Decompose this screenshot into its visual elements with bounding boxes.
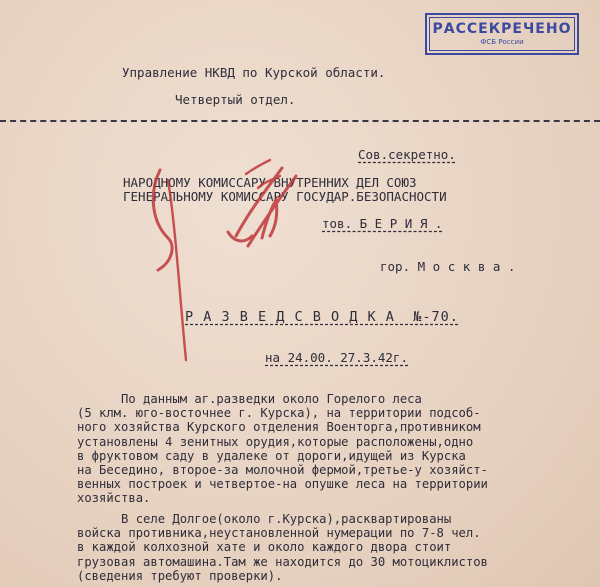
paragraph-1 <box>77 392 592 506</box>
addressee-name: тов. Б Е Р И Я . <box>322 216 443 231</box>
body-line: установлены 4 зенитных орудия,которые расположены,одно <box>77 434 474 449</box>
addressee-line-1: НАРОДНОМУ КОМИССАРУ ВНУТРЕННИХ ДЕЛ СОЮЗ <box>123 175 417 190</box>
declassified-stamp <box>425 13 579 55</box>
body-line: (5 клм. юго-восточнее г. Курска), на территории подсоб- <box>77 406 481 421</box>
section-header: Четвертый отдел. <box>175 92 296 107</box>
stamp-subtitle: ФСБ России <box>480 38 524 46</box>
body-line: в каждой колхозной хате и около каждого двора стоит <box>77 540 452 555</box>
body-line: в фруктовом саду в удалеке от дороги,идущей из Курска <box>77 448 466 463</box>
classification-mark: Сов.секретно. <box>358 147 456 162</box>
body-line: По данным аг.разведки около Горелого леса <box>77 392 422 406</box>
body-line: (сведения требуют проверки). <box>77 568 283 583</box>
stamp-title: РАССЕКРЕЧЕНО <box>432 21 572 37</box>
addressee-city: гор. М о с к в а . <box>380 259 516 274</box>
body-line: ного хозяйства Курского отделения Военторга,противником <box>77 420 481 435</box>
body-line: войска противника,неустановленной нумерации по 7-8 чел. <box>77 526 481 541</box>
addressee-line-2: ГЕНЕРАЛЬНОМУ КОМИССАРУ ГОСУДАР.БЕЗОПАСНОСТИ <box>123 189 447 204</box>
body-line: грузовая автомашина.Там же находится до 30 мотоциклистов <box>77 554 488 569</box>
report-date: на 24.00. 27.3.42г. <box>265 350 408 365</box>
body-line: В селе Долгое(около г.Курска),расквартированы <box>77 512 452 526</box>
body-line: хозяйства. <box>77 491 151 506</box>
body-line: на Беседино, второе-за молочной фермой,третье-у хозяйст- <box>77 463 488 478</box>
report-title: Р А З В Е Д С В О Д К А №-70. <box>185 309 459 325</box>
body-line: венных построек и четвертое-на опушке леса на территории <box>77 477 488 492</box>
header-divider <box>0 120 600 122</box>
paragraph-2 <box>77 512 592 583</box>
department-header: Управление НКВД по Курской области. <box>122 65 386 80</box>
